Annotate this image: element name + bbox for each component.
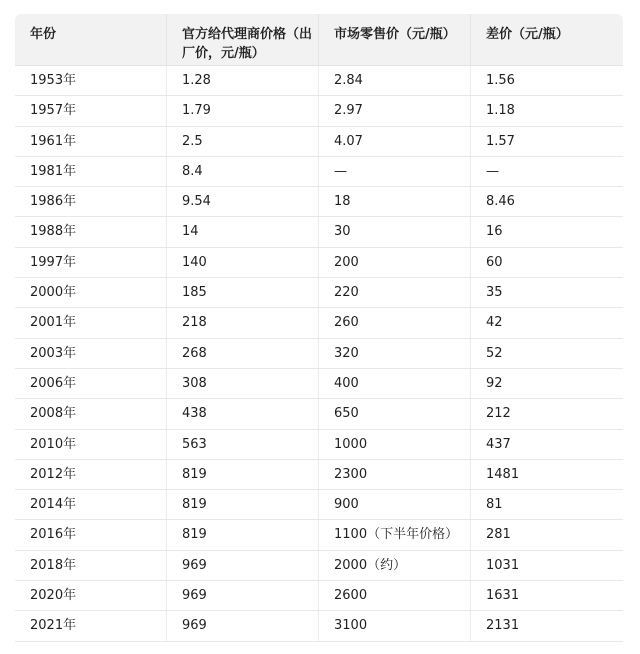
- cell-factory-price: 819: [167, 460, 319, 489]
- cell-retail-price: 2300: [319, 460, 471, 489]
- cell-year: 2001年: [15, 308, 167, 337]
- cell-price-difference: 1.56: [486, 73, 515, 88]
- cell-factory-price: 185: [167, 278, 319, 307]
- cell-year: 1997年: [15, 248, 167, 277]
- table-row: [15, 611, 623, 641]
- cell-year: 2014年: [15, 490, 167, 519]
- cell-year: 1961年: [15, 127, 167, 156]
- cell-price-difference: 281: [486, 527, 511, 543]
- cell-price-difference: 1481: [486, 466, 520, 482]
- table-row: [15, 157, 623, 187]
- cell-price-difference: 1.57: [486, 133, 515, 149]
- cell-factory-price: 1.79: [167, 96, 319, 125]
- cell-retail-price: 320: [319, 339, 471, 368]
- cell-price-difference: 60: [486, 254, 503, 270]
- table-row: [15, 581, 623, 611]
- table-row: [15, 490, 623, 520]
- cell-factory-price: 969: [167, 551, 319, 580]
- cell-retail-price: 30: [319, 217, 471, 246]
- cell-price-difference: 437: [486, 436, 511, 452]
- cell-retail-price: 650: [319, 399, 471, 428]
- table-row: [15, 430, 623, 460]
- cell-year: 2012年: [15, 460, 167, 489]
- cell-price-difference: 42: [486, 315, 503, 331]
- cell-factory-price: 563: [167, 430, 319, 459]
- cell-price-difference: 1.18: [486, 103, 515, 119]
- table-row: [15, 460, 623, 490]
- cell-factory-price: 969: [167, 581, 319, 610]
- cell-factory-price: 9.54: [167, 187, 319, 216]
- cell-factory-price: 438: [167, 399, 319, 428]
- cell-price-difference: 52: [486, 345, 503, 361]
- table-row: [15, 339, 623, 369]
- cell-year: 2010年: [15, 430, 167, 459]
- cell-retail-price: 260: [319, 308, 471, 337]
- cell-retail-price: 220: [319, 278, 471, 307]
- table-row: [15, 96, 623, 126]
- header-factory-price: 官方给代理商价格（出厂价，元/瓶）: [167, 14, 319, 65]
- header-price-difference: 差价（元/瓶）: [486, 27, 569, 42]
- table-row: [15, 66, 623, 96]
- cell-retail-price: 2600: [319, 581, 471, 610]
- cell-price-difference: 1631: [486, 588, 520, 604]
- header-year: 年份: [15, 14, 167, 65]
- cell-price-difference: —: [486, 163, 499, 179]
- price-table: [15, 14, 623, 654]
- cell-retail-price: 2000（约）: [319, 551, 471, 580]
- cell-year: 2006年: [15, 369, 167, 398]
- cell-price-difference: 212: [486, 406, 511, 422]
- cell-price-difference: 92: [486, 375, 503, 391]
- cell-retail-price: 2.84: [319, 66, 471, 95]
- cell-factory-price: 819: [167, 490, 319, 519]
- cell-year: 2003年: [15, 339, 167, 368]
- table-row: [15, 520, 623, 550]
- cell-year: 1957年: [15, 96, 167, 125]
- cell-retail-price: 4.07: [319, 127, 471, 156]
- cell-factory-price: 2.5: [167, 127, 319, 156]
- cell-retail-price: 1000: [319, 430, 471, 459]
- table-row: [15, 369, 623, 399]
- cell-year: 1953年: [15, 66, 167, 95]
- cell-year: 2016年: [15, 520, 167, 549]
- cell-year: 2021年: [15, 611, 167, 640]
- cell-factory-price: 308: [167, 369, 319, 398]
- table-body: [15, 66, 623, 642]
- cell-factory-price: 819: [167, 520, 319, 549]
- cell-factory-price: 140: [167, 248, 319, 277]
- cell-factory-price: 218: [167, 308, 319, 337]
- header-retail-price: 市场零售价（元/瓶）: [319, 14, 471, 65]
- cell-factory-price: 8.4: [167, 157, 319, 186]
- cell-retail-price: 900: [319, 490, 471, 519]
- table-row: [15, 127, 623, 157]
- cell-price-difference: 81: [486, 497, 503, 513]
- cell-year: 1986年: [15, 187, 167, 216]
- cell-year: 2000年: [15, 278, 167, 307]
- cell-price-difference: 1031: [486, 557, 520, 573]
- cell-year: 2018年: [15, 551, 167, 580]
- table-row: [15, 278, 623, 308]
- cell-price-difference: 8.46: [486, 194, 515, 210]
- cell-year: 2008年: [15, 399, 167, 428]
- table-row: [15, 551, 623, 581]
- cell-price-difference: 2131: [486, 618, 520, 634]
- table-row: [15, 187, 623, 217]
- table-header-row: [15, 14, 623, 66]
- cell-year: 2020年: [15, 581, 167, 610]
- cell-year: 1988年: [15, 217, 167, 246]
- cell-retail-price: 2.97: [319, 96, 471, 125]
- cell-price-difference: 16: [486, 224, 503, 240]
- cell-factory-price: 14: [167, 217, 319, 246]
- cell-factory-price: 969: [167, 611, 319, 640]
- table-row: [15, 308, 623, 338]
- table-row: [15, 248, 623, 278]
- cell-year: 1981年: [15, 157, 167, 186]
- table-row: [15, 399, 623, 429]
- cell-retail-price: 400: [319, 369, 471, 398]
- cell-factory-price: 1.28: [167, 66, 319, 95]
- cell-factory-price: 268: [167, 339, 319, 368]
- cell-retail-price: 200: [319, 248, 471, 277]
- cell-retail-price: 1100（下半年价格）: [319, 520, 471, 549]
- cell-price-difference: 35: [486, 285, 503, 301]
- cell-retail-price: —: [319, 157, 471, 186]
- table-row: [15, 217, 623, 247]
- cell-retail-price: 3100: [319, 611, 471, 640]
- cell-retail-price: 18: [319, 187, 471, 216]
